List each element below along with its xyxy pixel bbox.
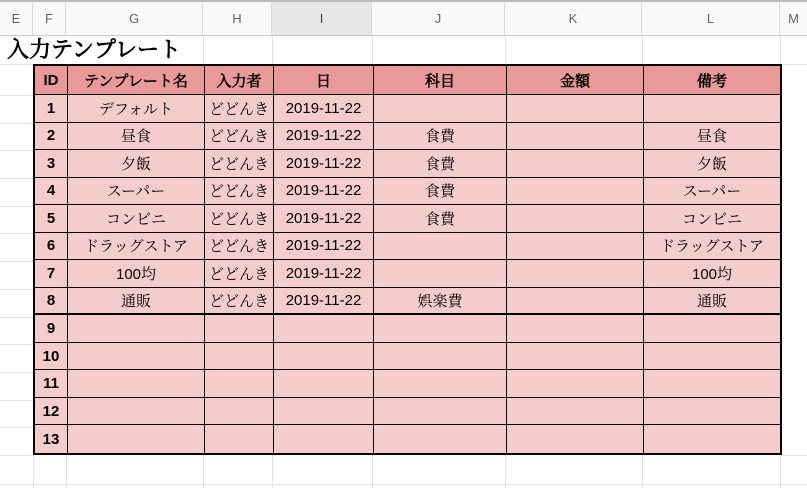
gridline [0, 64, 33, 65]
table-cell[interactable]: ドラッグストア [68, 233, 205, 261]
table-cell[interactable] [507, 205, 644, 233]
column-header-E[interactable]: E [0, 2, 33, 35]
table-cell[interactable]: 昼食 [68, 123, 205, 151]
table-cell[interactable] [205, 343, 274, 371]
table-cell[interactable]: 2019-11-22 [274, 205, 374, 233]
gridline [0, 123, 33, 124]
table-cell[interactable]: デフォルト [68, 95, 205, 123]
column-header-G[interactable]: G [66, 2, 203, 35]
gridline [0, 344, 33, 345]
table-cell[interactable]: どどんき [205, 150, 274, 178]
table-cell[interactable] [644, 315, 780, 343]
table-cell[interactable]: 3 [35, 150, 68, 178]
table-cell[interactable]: 2019-11-22 [274, 260, 374, 288]
gridline [203, 36, 204, 64]
gridline [0, 427, 33, 428]
table-cell[interactable] [507, 370, 644, 398]
table-cell[interactable] [644, 398, 780, 426]
table-cell[interactable]: 2019-11-22 [274, 233, 374, 261]
table-cell[interactable] [274, 398, 374, 426]
gridline [0, 317, 33, 318]
table-cell[interactable]: 通販 [68, 288, 205, 316]
table-cell[interactable] [644, 370, 780, 398]
sheet-title: 入力テンプレート [7, 37, 182, 62]
table-cell[interactable] [374, 398, 507, 426]
table-cell[interactable] [507, 288, 644, 316]
gridline [780, 36, 781, 64]
gridline [505, 36, 506, 64]
table-cell[interactable] [68, 425, 205, 453]
gridline [642, 36, 643, 64]
table-cell[interactable] [507, 123, 644, 151]
table-cell[interactable] [205, 315, 274, 343]
table-cell[interactable]: コンビニ [68, 205, 205, 233]
column-header-I[interactable]: I [272, 2, 372, 35]
table-cell[interactable] [374, 315, 507, 343]
table-cell[interactable]: 2019-11-22 [274, 178, 374, 206]
table-cell[interactable] [205, 398, 274, 426]
table-cell[interactable]: 食費 [374, 178, 507, 206]
table-header-cell[interactable]: 日 [274, 66, 374, 95]
table-cell[interactable] [274, 315, 374, 343]
table-cell[interactable] [507, 95, 644, 123]
column-header-K[interactable]: K [505, 2, 642, 35]
table-header-cell[interactable]: 備考 [644, 66, 780, 95]
table-cell[interactable]: どどんき [205, 95, 274, 123]
table-cell[interactable]: 2019-11-22 [274, 150, 374, 178]
column-header-M[interactable]: M [788, 11, 799, 26]
table-cell[interactable] [68, 398, 205, 426]
table-cell[interactable] [374, 233, 507, 261]
table-cell[interactable] [644, 343, 780, 371]
column-header-row [0, 2, 807, 36]
table-cell[interactable] [507, 150, 644, 178]
table-cell[interactable]: 夕飯 [644, 150, 780, 178]
table-header-cell[interactable]: テンプレート名 [68, 66, 205, 95]
table-cell[interactable]: スーパー [68, 178, 205, 206]
column-header-J[interactable]: J [372, 2, 505, 35]
table-header-cell[interactable]: 科目 [374, 66, 507, 95]
gridline [372, 36, 373, 64]
gridline [0, 289, 33, 290]
table-cell[interactable]: 7 [35, 260, 68, 288]
table-cell[interactable]: 2019-11-22 [274, 288, 374, 316]
gridline [0, 95, 33, 96]
table-cell[interactable]: 2 [35, 123, 68, 151]
table-cell[interactable]: 娯楽費 [374, 288, 507, 316]
column-header-H[interactable]: H [203, 2, 272, 35]
table-cell[interactable]: 12 [35, 398, 68, 426]
table-cell[interactable]: どどんき [205, 205, 274, 233]
table-cell[interactable] [68, 315, 205, 343]
table-cell[interactable] [274, 343, 374, 371]
table-cell[interactable]: どどんき [205, 288, 274, 316]
table-cell[interactable]: どどんき [205, 233, 274, 261]
gridline [0, 484, 807, 485]
table-cell[interactable]: 100均 [644, 260, 780, 288]
table-cell[interactable]: 10 [35, 343, 68, 371]
table-cell[interactable]: 5 [35, 205, 68, 233]
gridline [0, 233, 33, 234]
gridline [0, 372, 33, 373]
table-cell[interactable]: どどんき [205, 123, 274, 151]
gridline [0, 206, 33, 207]
gridline [272, 36, 273, 64]
table-cell[interactable]: 食費 [374, 123, 507, 151]
table-cell[interactable]: 夕飯 [68, 150, 205, 178]
table-cell[interactable] [507, 425, 644, 453]
table-cell[interactable] [205, 425, 274, 453]
table-cell[interactable] [274, 370, 374, 398]
table-cell[interactable]: コンビニ [644, 205, 780, 233]
table-cell[interactable]: 2019-11-22 [274, 95, 374, 123]
gridline [780, 64, 807, 65]
table-cell[interactable]: 11 [35, 370, 68, 398]
table-cell[interactable] [507, 178, 644, 206]
gridline [780, 455, 807, 456]
table-cell[interactable]: 食費 [374, 150, 507, 178]
table-cell[interactable]: スーパー [644, 178, 780, 206]
table-header-cell[interactable]: 入力者 [205, 66, 274, 95]
gridline [0, 178, 33, 179]
table-cell[interactable] [507, 260, 644, 288]
table-cell[interactable] [507, 343, 644, 371]
table-cell[interactable] [644, 425, 780, 453]
table-cell[interactable]: 4 [35, 178, 68, 206]
table-cell[interactable]: どどんき [205, 260, 274, 288]
table-cell[interactable] [374, 95, 507, 123]
table-cell[interactable]: 9 [35, 315, 68, 343]
gridline [0, 261, 33, 262]
table-cell[interactable]: 食費 [374, 205, 507, 233]
table-cell[interactable] [68, 343, 205, 371]
table-cell[interactable] [374, 370, 507, 398]
table-cell[interactable] [507, 398, 644, 426]
table-cell[interactable]: 2019-11-22 [274, 123, 374, 151]
table-cell[interactable]: 昼食 [644, 123, 780, 151]
table-cell[interactable] [68, 370, 205, 398]
table-cell[interactable] [205, 370, 274, 398]
template-table [33, 64, 782, 455]
column-header-F[interactable]: F [33, 2, 66, 35]
table-cell[interactable]: どどんき [205, 178, 274, 206]
table-cell[interactable]: 13 [35, 425, 68, 453]
table-cell[interactable] [374, 425, 507, 453]
table-cell[interactable] [374, 260, 507, 288]
table-cell[interactable]: 通販 [644, 288, 780, 316]
table-cell[interactable]: 100均 [68, 260, 205, 288]
gridline [0, 455, 33, 456]
table-cell[interactable]: 1 [35, 95, 68, 123]
table-cell[interactable] [644, 95, 780, 123]
gridline [0, 150, 33, 151]
table-cell[interactable] [274, 425, 374, 453]
table-cell[interactable] [507, 315, 644, 343]
table-cell[interactable]: ドラッグストア [644, 233, 780, 261]
table-cell[interactable] [374, 343, 507, 371]
table-header-cell[interactable]: ID [35, 66, 68, 95]
gridline [0, 400, 33, 401]
column-header-L[interactable]: L [642, 2, 780, 35]
table-cell[interactable]: 6 [35, 233, 68, 261]
table-header-cell[interactable]: 金額 [507, 66, 644, 95]
table-cell[interactable] [507, 233, 644, 261]
table-cell[interactable]: 8 [35, 288, 68, 316]
